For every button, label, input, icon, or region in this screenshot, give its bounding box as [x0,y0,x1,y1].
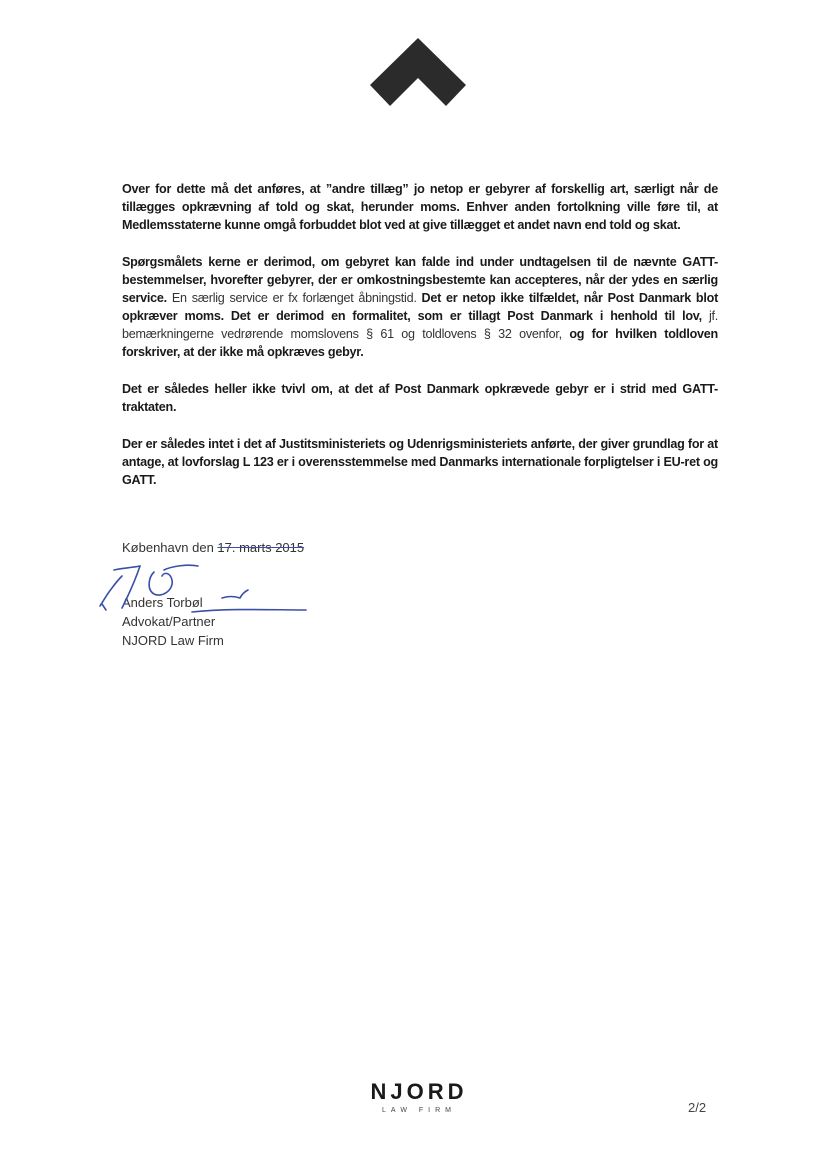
paragraph-2-part-a: Spørgsmålets kerne er derimod, om gebyret kan falde ind under undtagelsen til de nævnte GATT-bestemmelser, hvorefter gebyrer, der er omkostningsbestemte kan accepteres, når der ydes en særlig service. [122,255,718,305]
signer-name: Anders Torbøl [122,595,203,610]
paragraph-2 [122,253,718,361]
date-text: 17. marts 2015 [217,540,305,555]
letter-body [122,180,718,508]
place-text: København den [122,540,218,555]
footer-logo [364,1080,474,1116]
paragraph-1: Over for dette må det anføres, at ”andre tillæg” jo netop er gebyrer af forskellig art, særligt når de tillægges opkrævning af told og skat, herunder moms. Enhver anden fortolkning ville føre til, at Medlemsstaterne kunne omgå forbuddet blot ved at give tillægget et andet navn end told og skat. [122,182,718,232]
handwritten-signature [92,548,322,618]
paragraph-2-part-b: En særlig service er fx forlænget åbningstid. [171,291,417,305]
paragraph-2-part-d: jf. bemærkningerne vedrørende momslovens § 61 og toldlovens § 32 ovenfor, [122,309,719,341]
footer-brand-sub: LAW FIRM [382,1107,456,1114]
signer-title: Advokat/Partner [122,614,216,629]
paragraph-2-part-e: og for hvilken toldloven forskriver, at der ikke må opkræves gebyr. [122,327,718,359]
paragraph-4: Der er således intet i det af Justitsministeriets og Udenrigsministeriets anførte, der giver grundlag for at antage, at lovforslag L 123 er i overensstemmelse med Danmarks internationale forpligtelser i EU-ret og GATT. [122,437,718,487]
footer-brand-name: NJORD [370,1079,468,1104]
signer-firm: NJORD Law Firm [122,633,224,648]
njord-chevron-icon [370,38,466,106]
paragraph-3: Det er således heller ikke tvivl om, at det af Post Danmark opkrævede gebyr er i strid med GATT-traktaten. [122,382,718,414]
page-number: 2/2 [688,1100,707,1115]
paragraph-2-part-c: Det er netop ikke tilfældet, når Post Danmark blot opkræver moms. Det er derimod en formalitet, som er tillagt Post Danmark i henhold til lov, [122,291,719,323]
